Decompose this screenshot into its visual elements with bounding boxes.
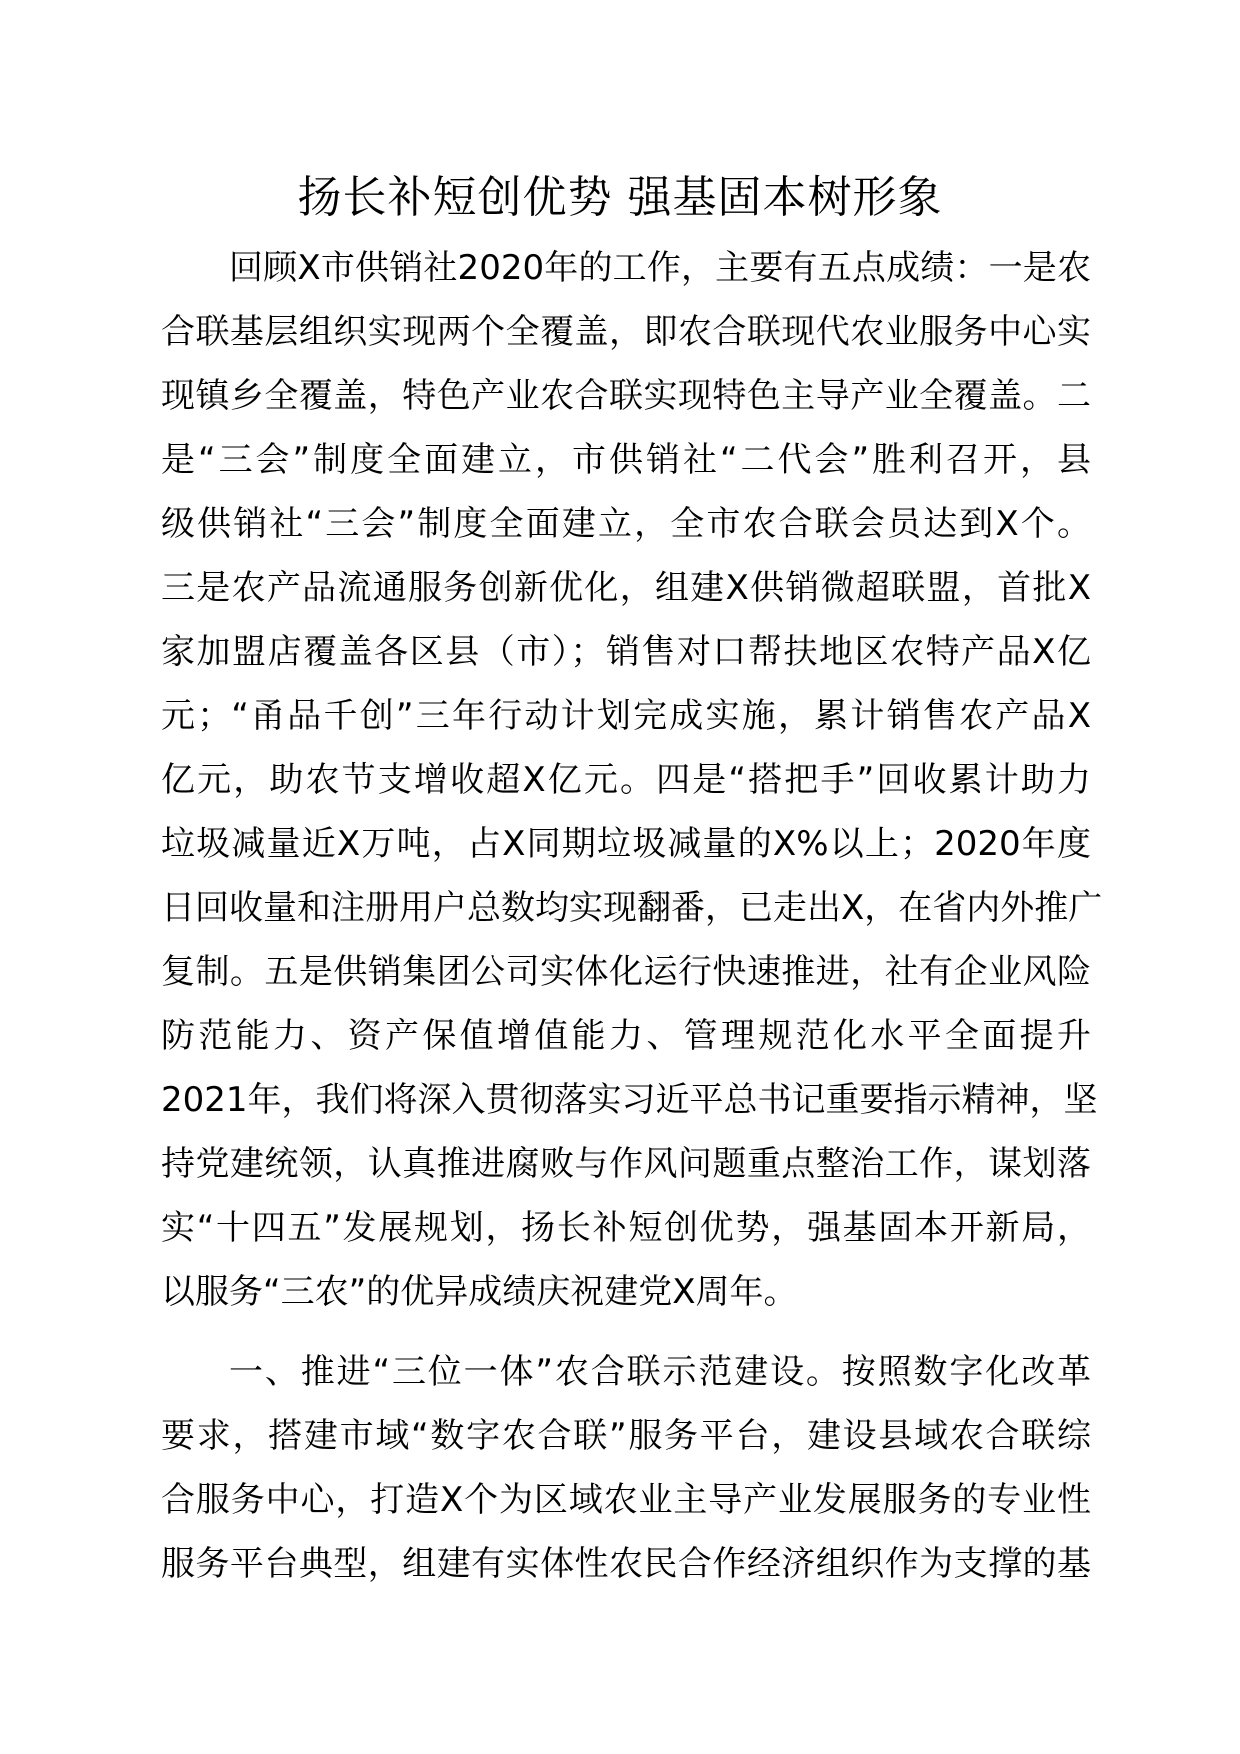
paragraph-line: 是“三会”制度全面建立，市供销社“二代会”胜利召开，县 <box>161 440 1091 480</box>
paragraph-line: 级供销社“三会”制度全面建立，全市农合联会员达到X个。 <box>161 504 1091 544</box>
document-title: 扬长补短创优势 强基固本树形象 <box>297 172 943 223</box>
paragraph-line: 垃圾减量近X万吨，占X同期垃圾减量的X%以上；2020年度 <box>161 824 1091 864</box>
paragraph-line: 亿元，助农节支增收超X亿元。四是“搭把手”回收累计助力 <box>161 760 1091 800</box>
paragraph-line: 复制。五是供销集团公司实体化运行快速推进，社有企业风险 <box>161 952 1091 992</box>
paragraph-line: 元；“甬品千创”三年行动计划完成实施，累计销售农产品X <box>161 696 1091 736</box>
paragraph-line: 三是农产品流通服务创新优化，组建X供销微超联盟，首批X <box>161 568 1091 608</box>
paragraph-line: 合联基层组织实现两个全覆盖，即农合联现代农业服务中心实 <box>161 312 1091 352</box>
paragraph-line: 2021年，我们将深入贯彻落实习近平总书记重要指示精神，坚 <box>161 1080 1098 1120</box>
paragraph-line: 家加盟店覆盖各区县（市）；销售对口帮扶地区农特产品X亿 <box>161 632 1091 672</box>
paragraph-line: 现镇乡全覆盖，特色产业农合联实现特色主导产业全覆盖。二 <box>161 376 1091 416</box>
paragraph-line: 回顾X市供销社2020年的工作，主要有五点成绩：一是农 <box>229 248 1091 288</box>
paragraph-line: 服务平台典型，组建有实体性农民合作经济组织作为支撑的基 <box>161 1544 1091 1584</box>
paragraph-line: 防范能力、资产保值增值能力、管理规范化水平全面提升 <box>161 1016 1091 1056</box>
paragraph-line: 一、推进“三位一体”农合联示范建设。按照数字化改革 <box>229 1352 1091 1392</box>
paragraph-line: 以服务“三农”的优异成绩庆祝建党X周年。 <box>161 1272 798 1312</box>
paragraph-line: 持党建统领，认真推进腐败与作风问题重点整治工作，谋划落 <box>161 1144 1091 1184</box>
paragraph-line: 实“十四五”发展规划，扬长补短创优势，强基固本开新局， <box>161 1208 1091 1248</box>
paragraph-line: 日回收量和注册用户总数均实现翻番，已走出X，在省内外推广 <box>161 888 1103 928</box>
paragraph-line: 合服务中心，打造X个为区域农业主导产业发展服务的专业性 <box>161 1480 1091 1520</box>
paragraph-line: 要求，搭建市域“数字农合联”服务平台，建设县域农合联综 <box>161 1416 1091 1456</box>
